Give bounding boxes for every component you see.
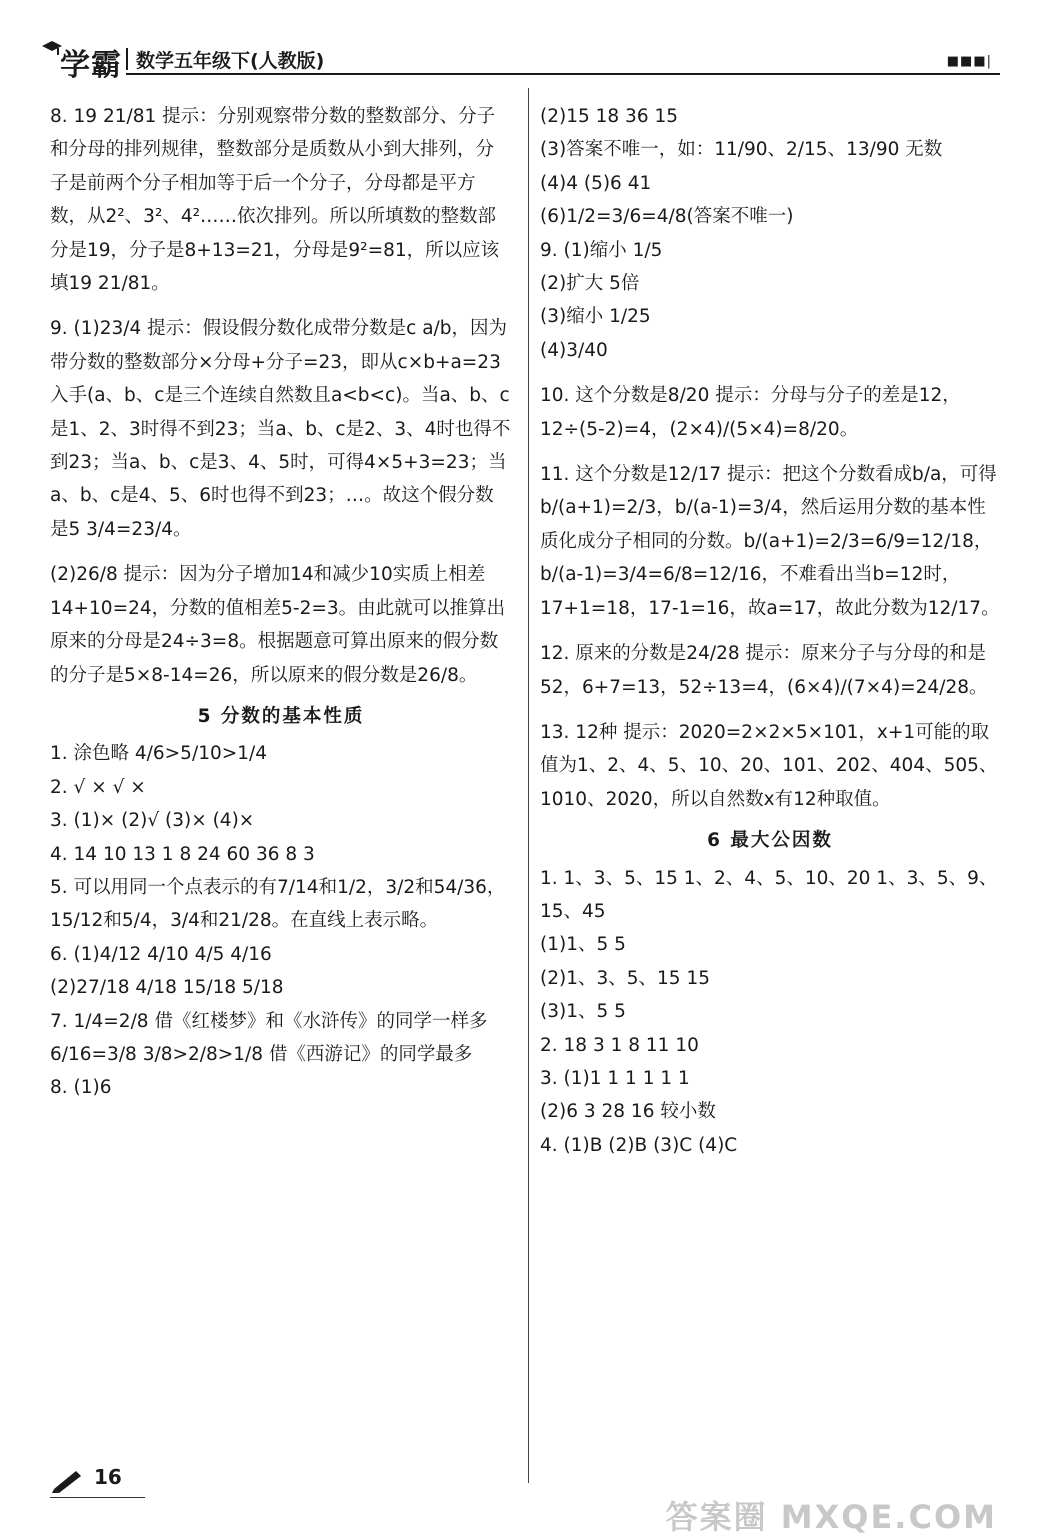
section-6-title: 6 最大公因数	[707, 830, 833, 852]
r-answer-8-4: (4)4 (5)6 41	[540, 172, 652, 194]
page-number: 16	[94, 1465, 122, 1489]
footer-rule	[50, 1497, 145, 1498]
sec6-answer-1-1: (1)1、5 5	[540, 934, 626, 956]
right-column	[540, 100, 1000, 1162]
brand-logo: 学霸	[60, 48, 122, 83]
sec5-answer-8: 8. (1)6	[50, 1077, 112, 1099]
r-answer-9-2: (2)扩大 5倍	[540, 273, 640, 295]
r-answer-8-3: (3)答案不唯一，如：11/90、2/15、13/90 无数	[540, 139, 943, 161]
sec6-answer-3-2: (2)6 3 28 16 较小数	[540, 1101, 716, 1123]
sec5-answer-7-2: 6/16=3/8 3/8>2/8>1/8 借《西游记》的同学最多	[50, 1043, 473, 1065]
r-answer-9-1: 9. (1)缩小 1/5	[540, 239, 663, 261]
r-answer-9-3: (3)缩小 1/25	[540, 306, 651, 328]
sec5-answer-3: 3. (1)× (2)√ (3)× (4)×	[50, 810, 255, 832]
section-5-title: 5 分数的基本性质	[197, 705, 365, 727]
page-footer	[50, 1465, 150, 1495]
r-answer-13: 13. 12种 提示：2020=2×2×5×101，x+1可能的取值为1、2、4、5、10、20、101、202、404、505、1010、2020，所以自然数x有12种取值。	[540, 721, 998, 810]
pencil-icon	[50, 1467, 84, 1493]
sec6-answer-1: 1. 1、3、5、15 1、2、4、5、10、20 1、3、5、9、15、45	[540, 867, 998, 922]
sec5-answer-5: 5. 可以用同一个点表示的有7/14和1/2，3/2和54/36，15/12和5/4，3/4和21/28。在直线上表示略。	[50, 876, 506, 932]
r-answer-9-4: (4)3/40	[540, 339, 608, 361]
r-answer-10: 10. 这个分数是8/20 提示：分母与分子的差是12，12÷(5-2)=4，(2×4)/(5×4)=8/20。	[540, 385, 961, 440]
sec5-answer-4: 4. 14 10 13 1 8 24 60 36 8 3	[50, 843, 315, 865]
sec5-answer-6-2: (2)27/18 4/18 15/18 5/18	[50, 977, 284, 999]
answer-8: 8. 19 21/81 提示：分别观察带分数的整数部分、分子和分母的排列规律，整数部分是质数从小到大排列，分子是前两个分子相加等于后一个分子，分母都是平方数，从2²、3²、4²……依次排列。所以所填数的整数部分是19，分子是8+13=21，分母是9²=81，所以应该填19 21/81。	[50, 106, 500, 295]
r-answer-11: 11. 这个分数是12/17 提示：把这个分数看成b/a，可得b/(a+1)=2/3，b/(a-1)=3/4，然后运用分数的基本性质化成分子相同的分数。b/(a+1)=2/3=6/9=12/18，b/(a-1)=3/4=6/8=12/16，不难看出当b=12时，17+1=18，17-1=16，故a=17，故此分数为12/17。	[540, 464, 1000, 619]
page-header	[40, 38, 1000, 83]
r-answer-8-2: (2)15 18 36 15	[540, 106, 679, 127]
r-answer-8-6: (6)1/2=3/6=4/8(答案不唯一)	[540, 206, 794, 228]
header-rule	[126, 73, 1000, 75]
sec5-answer-2: 2. √ × √ ×	[50, 776, 146, 798]
sec5-answer-7-1: 7. 1/4=2/8 借《红楼梦》和《水浒传》的同学一样多	[50, 1010, 488, 1032]
answer-9-1: 9. (1)23/4 提示：假设假分数化成带分数是c a/b，因为带分数的整数部分×分母+分子=23，即从c×b+a=23入手(a、b、c是三个连续自然数且a<b<c)。当a、b、c是1、2、3时得不到23；当a、b、c是2、3、4时也得不到23；当a、b、c是3、4、5时，可得4×5+3=23；当a、b、c是4、5、6时也得不到23；…。故这个假分数是5 3/4=23/4。	[50, 318, 511, 540]
left-column	[50, 100, 512, 1105]
sec5-answer-1: 1. 涂色略 4/6>5/10>1/4	[50, 743, 268, 765]
r-answer-12: 12. 原来的分数是24/28 提示：原来分子与分母的和是52，6+7=13，52÷13=4，(6×4)/(7×4)=24/28。	[540, 643, 988, 698]
watermark-logo: 答案圈 MXQE.COM	[665, 1498, 997, 1536]
sec5-answer-6-1: 6. (1)4/12 4/10 4/5 4/16	[50, 943, 272, 965]
book-title: 数学五年级下(人教版)	[136, 50, 325, 72]
answer-9-2: (2)26/8 提示：因为分子增加14和减少10实质上相差14+10=24，分数的值相差5-2=3。由此就可以推算出原来的分母是24÷3=8。根据题意可算出原来的假分数的分子是5×8-14=26，所以原来的假分数是26/8。	[50, 564, 506, 686]
sec6-answer-2: 2. 18 3 1 8 11 10	[540, 1034, 699, 1056]
sec6-answer-4: 4. (1)B (2)B (3)C (4)C	[540, 1134, 738, 1156]
header-separator	[126, 48, 128, 70]
sec6-answer-1-3: (3)1、5 5	[540, 1001, 626, 1023]
column-divider	[528, 88, 529, 1483]
sec6-answer-3-1: 3. (1)1 1 1 1 1 1	[540, 1067, 690, 1089]
header-marks: ■■■|	[946, 54, 992, 69]
sec6-answer-1-2: (2)1、3、5、15 15	[540, 967, 710, 989]
